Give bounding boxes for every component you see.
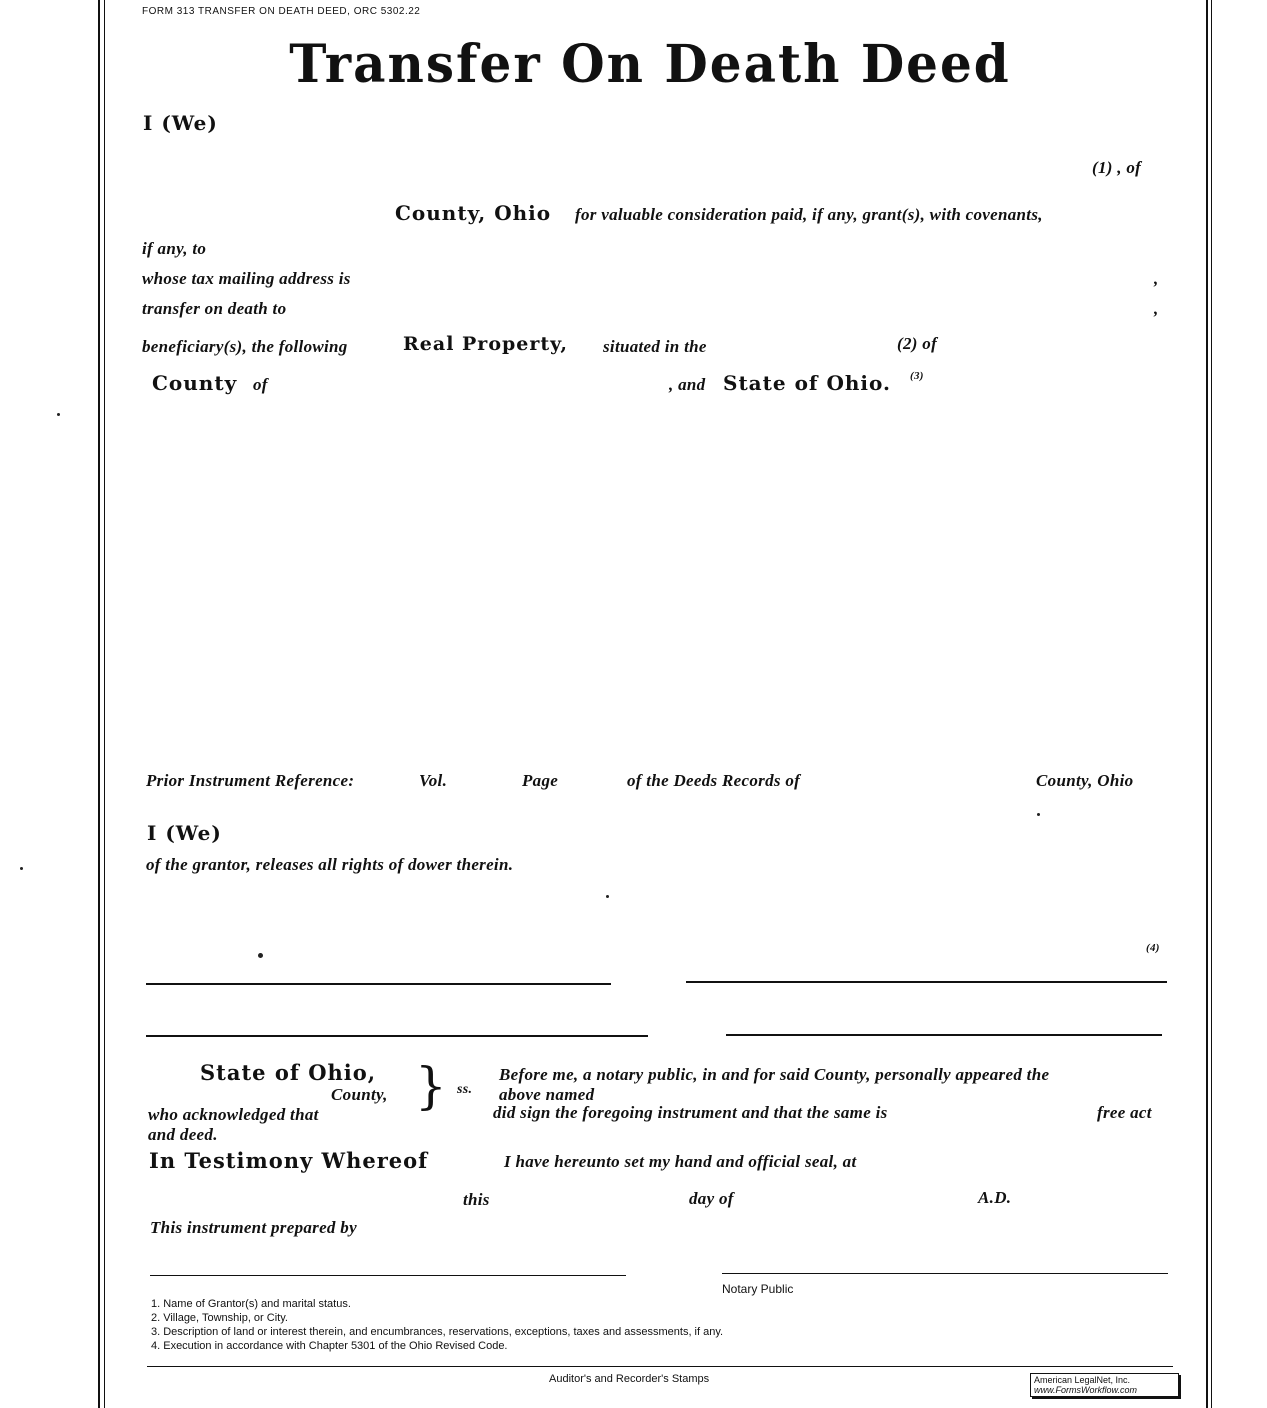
- signature-line-3: [146, 1035, 648, 1037]
- ack-who-acknowledged: who acknowledged that: [148, 1105, 319, 1124]
- tax-address-comma: ,: [1154, 269, 1159, 288]
- footnote-4: 4. Execution in accordance with Chapter 5301 of the Ohio Revised Code.: [151, 1340, 508, 1352]
- dower-release-text: of the grantor, releases all rights of dower therein.: [146, 855, 514, 874]
- right-border-line: [1206, 0, 1208, 1408]
- testimony-text: I have hereunto set my hand and official seal, at: [504, 1152, 857, 1171]
- prior-instrument-label: Prior Instrument Reference:: [146, 771, 355, 790]
- signature-line-2: [686, 981, 1167, 983]
- signature-line-1: [146, 983, 611, 985]
- real-property-label: Real Property,: [403, 333, 568, 355]
- page-title: Transfer On Death Deed: [289, 32, 1011, 95]
- publisher-url: www.FormsWorkflow.com: [1034, 1385, 1138, 1395]
- ack-ss: ss.: [457, 1082, 473, 1097]
- publisher-box: [1030, 1373, 1179, 1397]
- ack-brace: }: [415, 1057, 447, 1115]
- dower-heading: I (We): [147, 821, 222, 845]
- note3-marker: (3): [910, 370, 924, 382]
- grantor-line-of: (1) , of: [1092, 158, 1142, 177]
- transfer-comma: ,: [1154, 299, 1159, 318]
- signature-line-4: [726, 1034, 1162, 1036]
- if-any-to: if any, to: [142, 239, 207, 258]
- ack-state-of-ohio: State of Ohio,: [200, 1060, 377, 1085]
- prior-vol-label: Vol.: [419, 771, 448, 790]
- testimony-heading: In Testimony Whereof: [149, 1148, 429, 1173]
- county-label: County: [152, 371, 238, 395]
- notary-line: [722, 1273, 1168, 1274]
- form-id: FORM 313 TRANSFER ON DEATH DEED, ORC 5302.22: [142, 6, 421, 17]
- scan-speck: [606, 895, 609, 898]
- scan-speck: [20, 867, 23, 870]
- ack-county-label: County,: [331, 1085, 388, 1104]
- publisher-name: American LegalNet, Inc.: [1034, 1375, 1131, 1385]
- scan-speck: [1037, 813, 1040, 816]
- tax-mailing-address-label: whose tax mailing address is: [142, 269, 351, 288]
- consideration-text: for valuable consideration paid, if any, grant(s), with covenants,: [575, 205, 1043, 224]
- county-of-text: of: [253, 375, 268, 394]
- grantor-heading: I (We): [143, 111, 218, 135]
- note4-marker: (4): [1146, 942, 1160, 954]
- ack-before-me: Before me, a notary public, in and for said County, personally appeared the: [499, 1065, 1050, 1084]
- footnote-1: 1. Name of Grantor(s) and marital status.: [151, 1298, 351, 1310]
- situated-in-text: situated in the: [603, 337, 707, 356]
- testimony-day-of: day of: [689, 1189, 734, 1208]
- testimony-ad: A.D.: [978, 1188, 1012, 1207]
- footnote-3: 3. Description of land or interest therein, and encumbrances, reservations, exceptions, taxes and assessments, if any.: [151, 1326, 724, 1338]
- ack-free-act: free act: [1097, 1103, 1152, 1122]
- testimony-this: this: [463, 1190, 490, 1209]
- prior-records-label: of the Deeds Records of: [627, 771, 801, 790]
- stamps-label: Auditor's and Recorder's Stamps: [549, 1373, 710, 1385]
- notary-public-label: Notary Public: [722, 1282, 794, 1296]
- county-ohio-label: County, Ohio: [395, 201, 552, 225]
- beneficiary-text: beneficiary(s), the following: [142, 337, 348, 356]
- left-border-line: [98, 0, 100, 1408]
- and-text: , and: [669, 375, 706, 394]
- ack-and-deed: and deed.: [148, 1125, 218, 1144]
- ack-above-named: above named: [499, 1085, 595, 1104]
- stamps-divider: [147, 1366, 1173, 1367]
- note2-of: (2) of: [897, 334, 938, 353]
- left-border-line-inner: [104, 0, 105, 1408]
- footnote-2: 2. Village, Township, or City.: [151, 1312, 288, 1324]
- prior-county-label: County, Ohio: [1036, 771, 1134, 790]
- transfer-on-death-label: transfer on death to: [142, 299, 287, 318]
- preparer-line: [150, 1275, 626, 1276]
- prepared-by-label: This instrument prepared by: [150, 1218, 357, 1237]
- right-border-line-inner: [1211, 0, 1212, 1408]
- prior-page-label: Page: [522, 771, 559, 790]
- ack-did-sign: did sign the foregoing instrument and that the same is: [493, 1103, 888, 1122]
- scan-speck: [258, 953, 263, 958]
- scan-speck: [57, 413, 60, 416]
- state-of-ohio-label: State of Ohio.: [723, 371, 891, 395]
